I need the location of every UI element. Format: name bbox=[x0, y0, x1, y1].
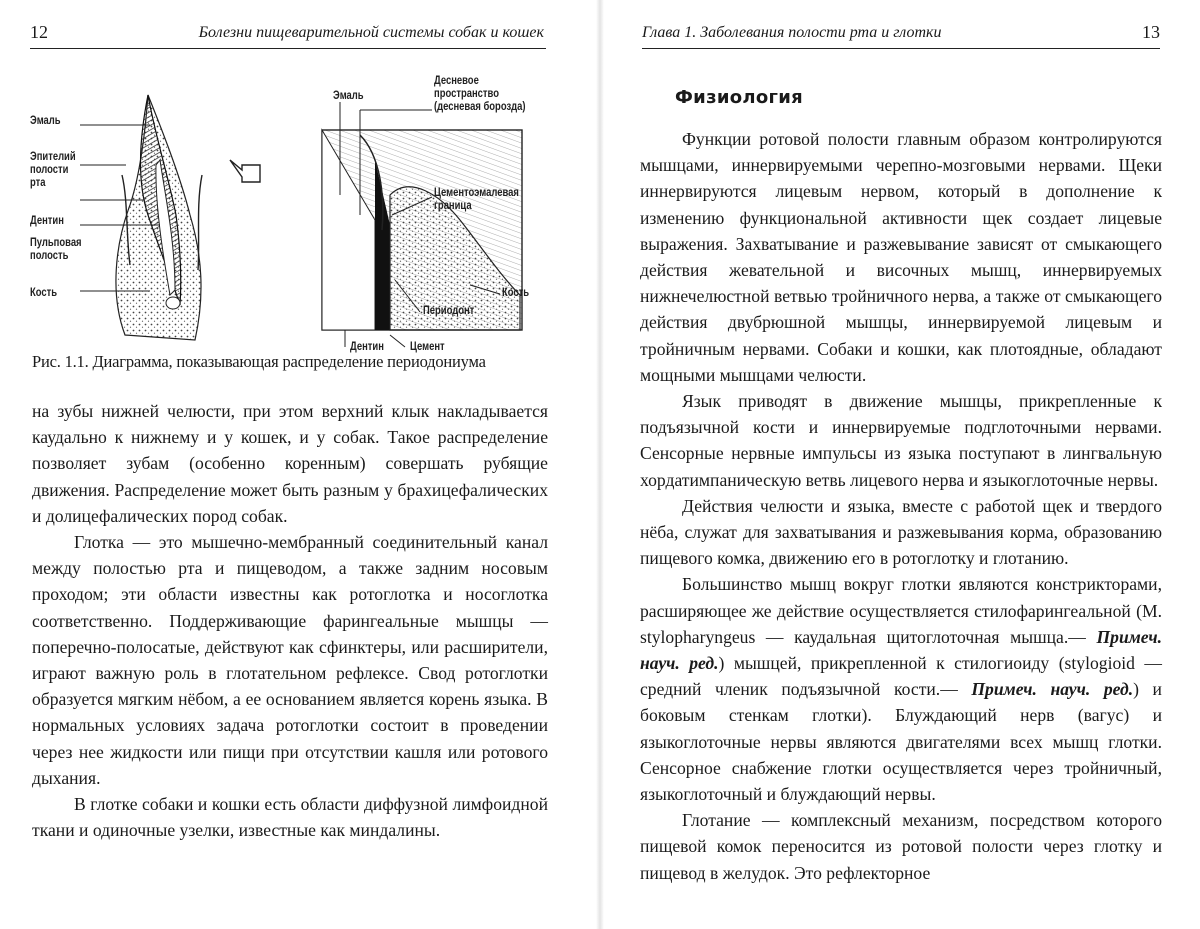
right-page-body bbox=[640, 126, 1162, 886]
label-dentin-left: Дентин bbox=[30, 215, 64, 227]
p4-text-c: ) и боковым стенкам глотки). Блуждающий нерв (вагус) и языкоглоточные нервы являются двигателями всех мышц глотки. Сенсорное снабжение глотки осуществляется через тройничный, языкоглоточный и блуждающий нервы. bbox=[640, 679, 1162, 805]
editor-note-1: Примеч. науч. ред. bbox=[640, 626, 1162, 674]
right-paragraph-4 bbox=[640, 571, 1162, 807]
right-paragraph-2: Язык приводят в движение мышцы, прикрепленные к подъязычной кости и иннервируемые подглоточными нервами. Сенсорные нервные импульсы из языка поступают в лингвальную хордатимпаническую ветвь лицевого нерва и языкоглоточные нервы. bbox=[640, 391, 1162, 490]
left-page-body bbox=[32, 398, 548, 843]
left-tooth-drawing bbox=[80, 95, 260, 340]
right-paragraph-5: Глотание — комплексный механизм, посредством которого пищевой комок переносится из ротовой полости через глотку и пищевод в желудок. Это рефлекторное bbox=[640, 810, 1162, 883]
label-enamel-right: Эмаль bbox=[333, 90, 364, 102]
figure-caption: Рис. 1.1. Диаграмма, показывающая распределение периодониума bbox=[32, 352, 486, 371]
editor-note-2: Примеч. науч. ред. bbox=[971, 679, 1134, 700]
label-epithelium: Эпителий полости рта bbox=[30, 151, 76, 189]
left-running-head bbox=[30, 20, 546, 49]
right-running-title: Глава 1. Заболевания полости рта и глотки bbox=[642, 24, 942, 41]
section-heading: Физиология bbox=[675, 87, 804, 108]
p4-text-a: Большинство мышц вокруг глотки являются констрикторами, расширяющее же действие осуществляется стилофарингеальной (M. stylopharyngeus — каудальная щитоглоточная мышца.— bbox=[640, 574, 1162, 647]
label-dentin-right: Дентин bbox=[350, 341, 384, 353]
left-paragraph-2: Глотка — это мышечно-мембранный соединительный канал между полостью рта и пищеводом, а также задним носовым проходом; эти области известны как ротоглотка и носоглотка соответственно. Поддерживающие фарингеальные мышцы — поперечно-полосатые, действуют как сфинктеры, или расширители, играют важную роль в глотательном рефлексе. Свод ротоглотки образуется мягким нёбом, а ее основанием является корень языка. В нормальных условиях задача ротоглотки состоит в проведении через нее жидкости или пищи при отсутствии кашля или ротового дыхания. bbox=[32, 532, 548, 788]
tooth-diagram-figure bbox=[30, 65, 550, 395]
label-gingival-space: Десневое пространство (десневая борозда) bbox=[434, 75, 526, 113]
label-cementoenamel-junction: Цементоэмалевая граница bbox=[434, 187, 519, 212]
p4-text-b: ) мышцей, прикрепленной к стилогиоиду (stylogioid — средний членик подъязычной кости.— bbox=[640, 653, 1162, 700]
left-paragraph-1: на зубы нижней челюсти, при этом верхний клык накладывается каудально к нижнему и у кошек, и у собак. Такое распределение позволяет зубам (особенно коренным) совершать рубящие движения. Распределение может быть разным у брахицефалических и долицефалических пород собак. bbox=[32, 401, 548, 526]
right-page bbox=[600, 0, 1200, 929]
label-cement: Цемент bbox=[410, 341, 445, 353]
right-tooth-cross-section bbox=[322, 102, 522, 347]
label-bone-right: Кость bbox=[502, 287, 530, 299]
label-bone-left: Кость bbox=[30, 287, 58, 299]
right-paragraph-3: Действия челюсти и языка, вместе с работой щек и твердого нёба, служат для захватывания и разжевывания корма, образованию пищевого комка, движению его в ротоглотку и глотанию. bbox=[640, 495, 1162, 569]
right-paragraph-1: Функции ротовой полости главным образом контролируются мышцами, иннервируемыми черепно-мозговыми нервами. Щеки иннервируются лицевым нервом, который в дополнение к изменению функциональной активности щек создает лицевые выражения. Захватывание и разжевывание зависят от смыкающего действия жевательной и височных мышц, иннервируемых нижнечелюстной ветвью тройничного нерва, а также от смыкающего действия двубрюшной мышцы, иннервируемой лицевым и тройничным нервами. Собаки и кошки, как плотоядные, обладают мощными мышцами челюсти. bbox=[640, 129, 1162, 385]
left-running-title: Болезни пищеварительной системы собак и кошек bbox=[198, 24, 544, 41]
label-periodontium: Периодонт bbox=[423, 305, 475, 317]
label-enamel-left: Эмаль bbox=[30, 115, 61, 127]
left-paragraph-3: В глотке собаки и кошки есть области диффузной лимфоидной ткани и одиночные узелки, известные как миндалины. bbox=[32, 794, 548, 841]
label-pulp-cavity: Пульповая полость bbox=[30, 237, 82, 262]
right-running-head bbox=[642, 20, 1160, 49]
right-page-number: 13 bbox=[1142, 22, 1160, 42]
left-page-number: 12 bbox=[30, 22, 48, 42]
